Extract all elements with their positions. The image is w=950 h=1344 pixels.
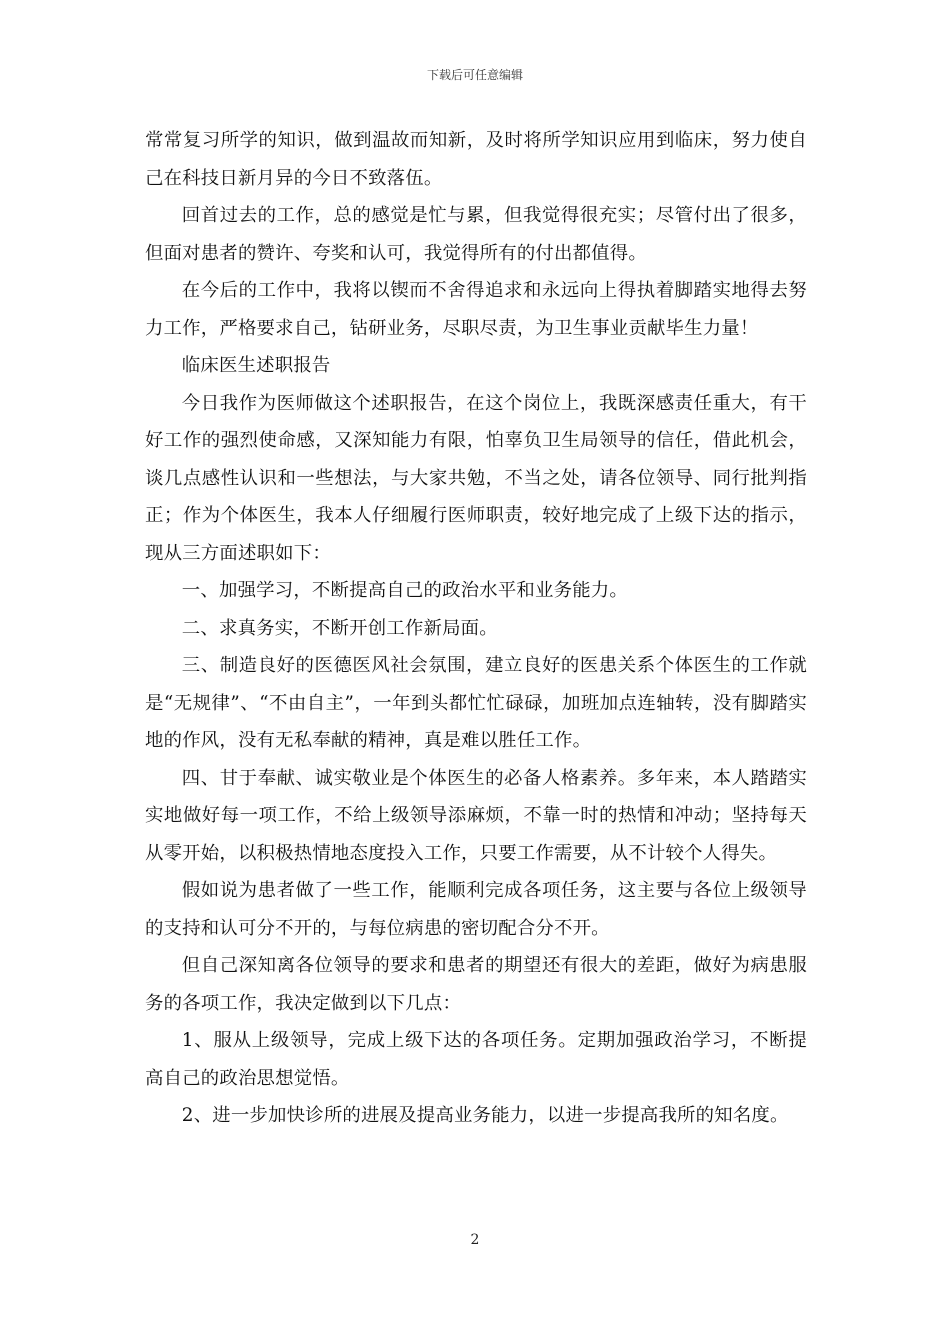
page-number: 2 [470,1232,480,1248]
list-item: 一、加强学习，不断提高自己的政治水平和业务能力。 [181,580,628,601]
paragraph: 在今后的工作中，我将以锲而不舍得追求和永远向上得执着脚踏实地得去努力工作，严格要求自己，钻研业务，尽职尽责，为卫生事业贡献毕生力量！ [145,280,807,339]
paragraph: 今日我作为医师做这个述职报告，在这个岗位上，我既深感责任重大，有干好工作的强烈使命感，又深知能力有限，怕辜负卫生局领导的信任，借此机会，谈几点感性认识和一些想法，与大家共勉，不当之处，请各位领导、同行批判指正；作为个体医生，我本人仔细履行医师职责，较好地完成了上级下达的指示，现从三方面述职如下： [145,392,807,564]
document-body [145,122,807,1135]
page-header: 下载后可任意编辑 [426,68,523,82]
list-item: 1、服从上级领导，完成上级下达的各项任务。定期加强政治学习，不断提高自己的政治思想觉悟。 [145,1030,807,1089]
paragraph-continued: 常常复习所学的知识，做到温故而知新，及时将所学知识应用到临床，努力使自己在科技日新月异的今日不致落伍。 [145,130,807,189]
paragraph: 假如说为患者做了一些工作，能顺利完成各项任务，这主要与各位上级领导的支持和认可分不开的，与每位病患的密切配合分不开。 [145,880,807,939]
paragraph: 但自己深知离各位领导的要求和患者的期望还有很大的差距，做好为病患服务的各项工作，我决定做到以下几点： [145,955,807,1014]
list-item: 三、制造良好的医德医风社会氛围，建立良好的医患关系个体医生的工作就是“无规律”、“不由自主”，一年到头都忙忙碌碌，加班加点连轴转，没有脚踏实地的作风，没有无私奉献的精神，真是难以胜任工作。 [145,655,807,751]
list-item: 二、求真务实，不断开创工作新局面。 [181,617,498,639]
list-item: 2、进一步加快诊所的进展及提高业务能力，以进一步提高我所的知名度。 [181,1105,789,1126]
list-item: 四、甘于奉献、诚实敬业是个体医生的必备人格素养。多年来，本人踏踏实实地做好每一项工作，不给上级领导添麻烦，不靠一时的热情和冲动；坚持每天从零开始，以积极热情地态度投入工作，只要工作需要，从不计较个人得失。 [145,767,807,864]
paragraph: 回首过去的工作，总的感觉是忙与累，但我觉得很充实；尽管付出了很多，但面对患者的赞许、夸奖和认可，我觉得所有的付出都值得。 [145,205,807,264]
section-title: 临床医生述职报告 [181,355,331,376]
